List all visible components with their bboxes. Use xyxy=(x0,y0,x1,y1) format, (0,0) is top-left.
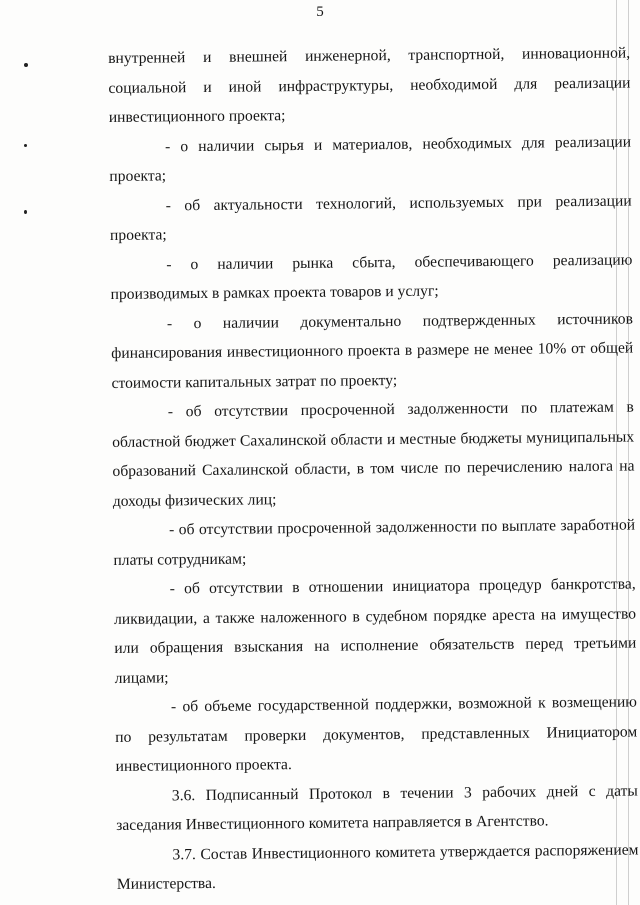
body-text xyxy=(108,39,639,900)
list-item: - о наличии сырья и материалов, необходимых для реализации проекта; xyxy=(109,133,632,185)
margin-mark xyxy=(24,210,27,214)
list-item: - об отсутствии просроченной задолженности по выплате заработной платы сотрудникам; xyxy=(113,516,636,569)
list-item: - об объеме государственной поддержки, возможной к возмещению по результатам проверки документов, представленных Инициатором инвестиционного проекта. xyxy=(115,693,638,775)
list-item: - об актуальности технологий, используемых при реализации проекта; xyxy=(109,192,632,244)
list-item: - о наличии документально подтвержденных источников финансирования инвестиционного проекта в размере не менее 10% от общей стоимости капитальных затрат по проекту; xyxy=(111,310,634,392)
page-number: 5 xyxy=(316,4,324,20)
list-item: - об отсутствии в отношении инициатора процедур банкротства, ликвидации, а также наложенного в судебном порядке ареста на имущество или обращения взыскания на исполнение обязательств перед третьими лицами; xyxy=(113,575,637,687)
section-paragraph: 3.7. Состав Инвестиционного комитета утверждается распоряжением Министерства. xyxy=(116,840,639,893)
list-item: - об отсутствии просроченной задолженности по платежам в областной бюджет Сахалинской области и местные бюджеты муниципальных образований Сахалинской области, в том числе по перечислению налога на доходы физических лиц; xyxy=(112,398,635,510)
margin-mark xyxy=(24,144,27,147)
section-paragraph: 3.6. Подписанный Протокол в течении 3 рабочих дней с даты заседания Инвестиционного комитета направляется в Агентство. xyxy=(116,781,638,834)
paragraph: внутренней и внешней инженерной, транспортной, инновационной, социальной и иной инфраструктуры, необходимой для реализации инвестиционного проекта; xyxy=(108,44,631,126)
margin-mark xyxy=(24,63,28,67)
list-item: - о наличии рынка сбыта, обеспечивающего реализацию производимых в рамках проекта товаров и услуг; xyxy=(110,251,633,303)
